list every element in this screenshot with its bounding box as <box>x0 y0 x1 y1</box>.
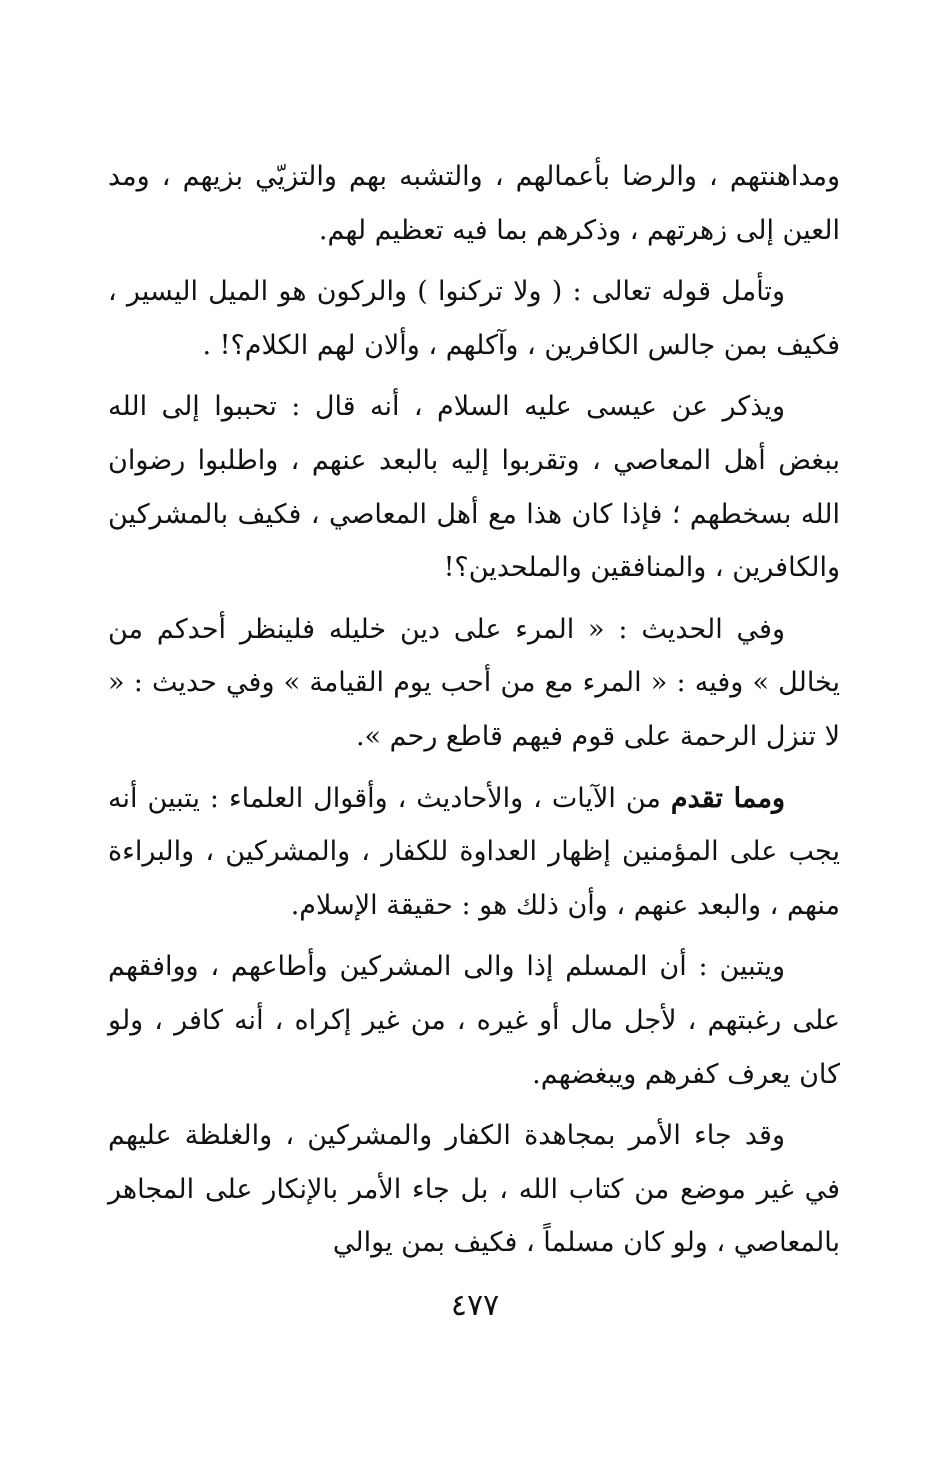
paragraph-2: وتأمل قوله تعالى : ( ولا تركنوا ) والركون هو الميل اليسير ، فكيف بمن جالس الكافرين ، وآكلهم ، وألان لهم الكلام؟! . <box>108 276 840 361</box>
paragraph-6: ويتبين : أن المسلم إذا والى المشركين وأطاعهم ، ووافقهم على رغبتهم ، لأجل مال أو غيره ، من غير إكراه ، أنه كافر ، ولو كان يعرف كفرهم ويبغضهم. <box>108 951 840 1090</box>
paragraph-5-bold-lead: ومما تقدم <box>670 782 785 814</box>
paragraph-4: وفي الحديث : « المرء على دين خليله فلينظر أحدكم من يخالل » وفيه : « المرء مع من أحب يوم القيامة » وفي حديث : « لا تنزل الرحمة على قوم فيهم قاطع رحم ». <box>108 613 840 752</box>
page-body <box>108 150 840 1278</box>
page-number: ٤٧٧ <box>450 1288 500 1323</box>
paragraph-7: وقد جاء الأمر بمجاهدة الكفار والمشركين ، والغلظة عليهم في غير موضع من كتاب الله ، بل جاء الأمر بالإنكار على المجاهر بالمعاصي ، ولو كان مسلماً ، فكيف بمن يوالي <box>108 1120 840 1259</box>
paragraph-5 <box>108 772 840 933</box>
paragraph-3: ويذكر عن عيسى عليه السلام ، أنه قال : تحببوا إلى الله ببغض أهل المعاصي ، وتقربوا إليه بالبعد عنهم ، واطلبوا رضوان الله بسخطهم ؛ فإذا كان هذا مع أهل المعاصي ، فكيف بالمشركين والكافرين ، والمنافقين والملحدين؟! <box>108 391 840 584</box>
paragraph-1: ومداهنتهم ، والرضا بأعمالهم ، والتشبه بهم والتزيّي بزيهم ، ومد العين إلى زهرتهم ، وذكرهم بما فيه تعظيم لهم. <box>108 161 840 246</box>
paragraph-5-text: من الآيات ، والأحاديث ، وأقوال العلماء : يتبين أنه يجب على المؤمنين إظهار العداوة للكفار ، والمشركين ، والبراءة منهم ، والبعد عنهم ، وأن ذلك هو : حقيقة الإسلام. <box>108 782 840 921</box>
